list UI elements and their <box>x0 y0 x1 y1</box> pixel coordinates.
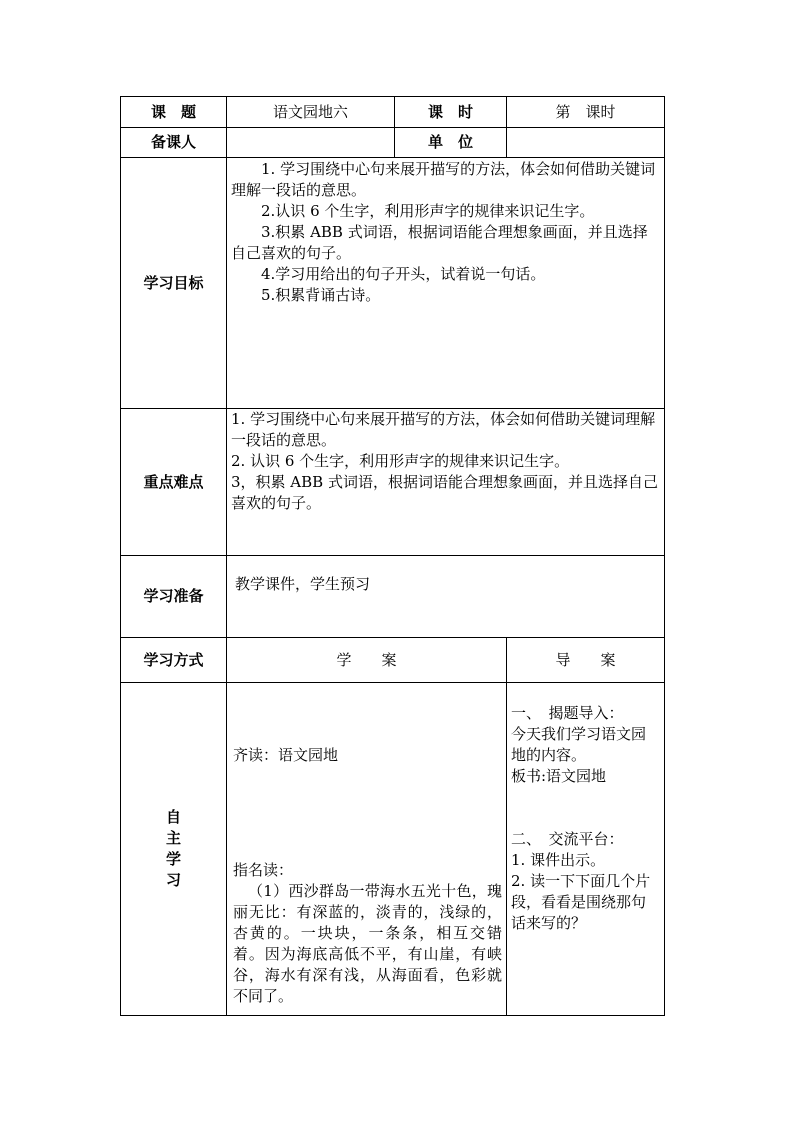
guide-section1-text: 今天我们学习语文园地的内容。 <box>511 725 647 764</box>
guide-plan-heading: 导 案 <box>507 638 665 683</box>
goal-item: 5.积累背诵古诗。 <box>261 286 381 304</box>
key-points-label: 重点难点 <box>121 409 227 556</box>
method-label: 学习方式 <box>121 638 227 683</box>
header-row-topic <box>121 97 665 128</box>
preparation-value: 教学课件，学生预习 <box>227 556 665 638</box>
study-plan-content <box>227 683 507 1016</box>
self-study-row <box>121 683 665 1016</box>
topic-value: 语文园地六 <box>227 97 395 128</box>
self-study-label <box>121 683 227 1016</box>
goal-item: 2.认识 6 个生字，利用形声字的规律来识记生字。 <box>261 202 595 220</box>
goal-item: 1. 学习围绕中心句来展开描写的方法，体会如何借助关键词理解一段话的意思。 <box>231 160 656 199</box>
preparation-row <box>121 556 665 638</box>
preparer-label: 备课人 <box>121 128 227 158</box>
study-plan-heading: 学 案 <box>227 638 507 683</box>
goal-item: 3.积累 ABB 式词语，根据词语能合理想象画面，并且选择自己喜欢的句子。 <box>231 223 648 262</box>
preparation-label: 学习准备 <box>121 556 227 638</box>
goals-content <box>227 158 665 409</box>
guide-section1-board: 板书:语文园地 <box>511 767 607 785</box>
self-study-char: 习 <box>165 871 181 889</box>
guide-section2-title: 二、 交流平台： <box>511 830 624 848</box>
period-label: 课 时 <box>395 97 507 128</box>
guide-section2-item: 1. 课件出示。 <box>511 851 606 869</box>
self-study-char: 主 <box>165 829 181 847</box>
key-point-item: 1. 学习围绕中心句来展开描写的方法，体会如何借助关键词理解一段话的意思。 <box>231 410 656 449</box>
key-points-content <box>227 409 665 556</box>
method-row <box>121 638 665 683</box>
goals-label: 学习目标 <box>121 158 227 409</box>
goal-item: 4.学习用给出的句子开头，试着说一句话。 <box>261 265 546 283</box>
passage-text: （1）西沙群岛一带海水五光十色，瑰丽无比：有深蓝的，淡青的，浅绿的，杏黄的。一块块，一条条，相互交错着。因为海底高低不平，有山崖，有峡谷，海水有深有浅，从海面看，色彩就不同了。 <box>233 882 502 1005</box>
read-together-text: 齐读：语文园地 <box>233 746 339 764</box>
self-study-char: 学 <box>165 850 181 868</box>
goals-row <box>121 158 665 409</box>
unit-label: 单 位 <box>395 128 507 158</box>
key-point-item: 2. 认识 6 个生字，利用形声字的规律来识记生字。 <box>231 452 570 470</box>
lesson-plan-table <box>120 96 665 1016</box>
guide-plan-content <box>507 683 665 1016</box>
self-study-char: 自 <box>165 808 181 826</box>
topic-label: 课 题 <box>121 97 227 128</box>
guide-section1-title: 一、 揭题导入： <box>511 704 624 722</box>
unit-value <box>507 128 665 158</box>
header-row-preparer <box>121 128 665 158</box>
key-point-item: 3，积累 ABB 式词语，根据词语能合理想象画面，并且选择自己喜欢的句子。 <box>231 473 658 512</box>
guide-section2-item: 2. 读一下下面几个片段，看看是围绕那句话来写的？ <box>511 872 651 932</box>
period-value: 第 课时 <box>507 97 665 128</box>
preparer-value <box>227 128 395 158</box>
named-read-text: 指名读： <box>233 861 294 879</box>
key-points-row <box>121 409 665 556</box>
